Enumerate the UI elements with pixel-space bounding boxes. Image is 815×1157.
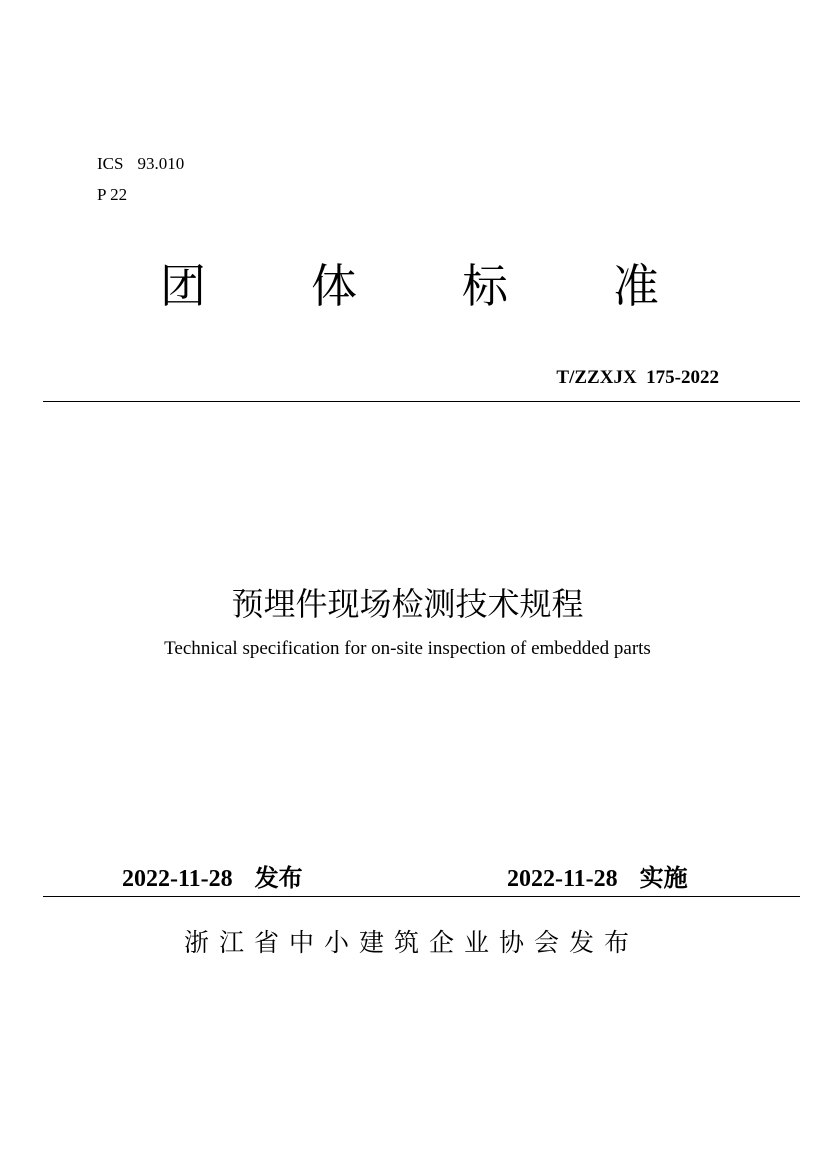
standard-type-char-1: 团 bbox=[160, 259, 206, 313]
standard-number: T/ZZXJX 175-2022 bbox=[556, 367, 719, 388]
standard-type-char-4: 准 bbox=[613, 259, 659, 313]
ics-classification bbox=[97, 154, 184, 174]
publish-date: 2022-11-28 bbox=[122, 866, 233, 892]
standard-type-char-2: 体 bbox=[311, 259, 357, 313]
ics-code: 93.010 bbox=[137, 154, 185, 173]
publish-date-line bbox=[122, 864, 303, 893]
implement-label: 实施 bbox=[639, 864, 688, 892]
standard-type-char-3: 标 bbox=[462, 259, 508, 313]
document-title-english: Technical specification for on-site inspection of embedded parts bbox=[164, 638, 651, 659]
publish-label: 发布 bbox=[254, 864, 303, 892]
implement-date: 2022-11-28 bbox=[507, 866, 618, 892]
publisher-name: 浙江省中小建筑企业协会发布 bbox=[183, 928, 639, 957]
implement-date-line bbox=[507, 864, 688, 893]
top-divider bbox=[43, 401, 800, 402]
document-title-chinese: 预埋件现场检测技术规程 bbox=[231, 585, 584, 623]
ics-label: ICS bbox=[97, 154, 124, 173]
ccs-classification: P 22 bbox=[97, 185, 128, 204]
bottom-divider bbox=[43, 896, 800, 897]
